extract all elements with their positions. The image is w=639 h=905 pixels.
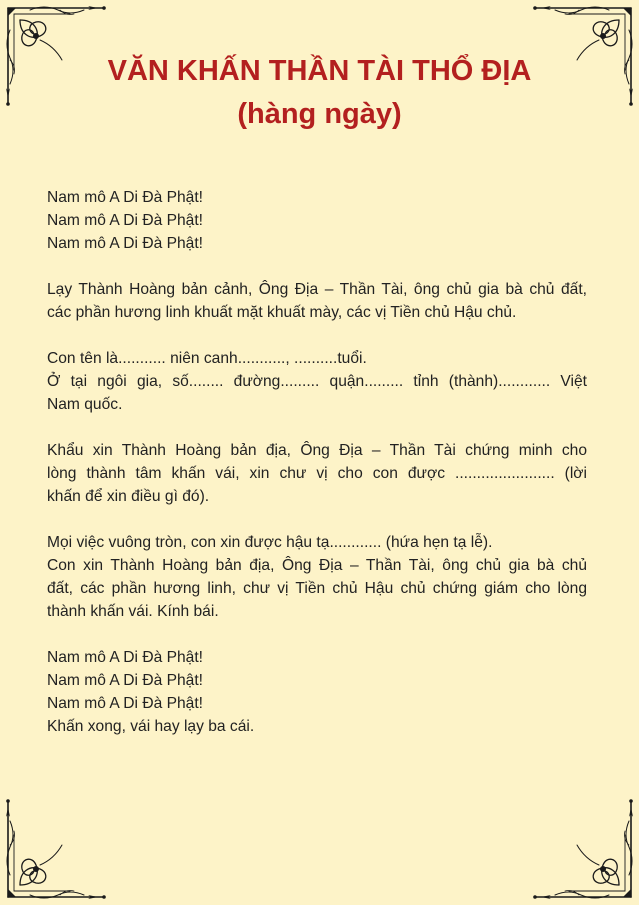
- text-line: Lạy Thành Hoàng bản cảnh, Ông Địa – Thần Tài, ông chủ gia bà chủ đất,: [47, 281, 587, 298]
- text-line: Nam mô A Di Đà Phật!: [47, 235, 203, 252]
- paragraph-invocation: [47, 278, 587, 324]
- text-line: Nam mô A Di Đà Phật!: [47, 695, 203, 712]
- text-line: lòng thành tâm khấn vái, xin chư vị cho con được ....................... (lời: [47, 465, 587, 482]
- prayer-text: [47, 186, 587, 761]
- paragraph-gratitude: [47, 531, 587, 623]
- text-line: Khấn xong, vái hay lạy ba cái.: [47, 718, 255, 735]
- text-line: Con tên là........... niên canh..........., ..........tuổi.: [47, 350, 367, 367]
- text-line: Mọi việc vuông tròn, con xin được hậu tạ............ (hứa hẹn tạ lễ).: [47, 534, 493, 551]
- text-line: Nam mô A Di Đà Phật!: [47, 672, 203, 689]
- text-line: Con xin Thành Hoàng bản địa, Ông Địa – Thần Tài, ông chủ gia bà chủ: [47, 557, 587, 574]
- text-line: đất, các phần hương linh, chư vị Tiền chủ Hậu chủ chứng giám cho lòng: [47, 580, 587, 597]
- title-line-1: VĂN KHẤN THẦN TÀI THỔ ĐỊA: [107, 55, 532, 87]
- text-line: Nam quốc.: [47, 396, 123, 413]
- text-line: Nam mô A Di Đà Phật!: [47, 649, 203, 666]
- ornamental-corner-bottom-left-icon: [0, 793, 112, 905]
- page-title: [0, 50, 639, 136]
- text-line: khấn để xin điều gì đó).: [47, 488, 210, 505]
- ornamental-corner-bottom-right-icon: [527, 793, 639, 905]
- text-line: Khẩu xin Thành Hoàng bản địa, Ông Địa – Thần Tài chứng minh cho: [47, 442, 587, 459]
- text-line: thành khấn vái. Kính bái.: [47, 603, 219, 620]
- paragraph-opening-chant: [47, 186, 587, 255]
- paragraph-request: [47, 439, 587, 508]
- paragraph-identity: [47, 347, 587, 416]
- text-line: Nam mô A Di Đà Phật!: [47, 212, 203, 229]
- text-line: Ở tại ngôi gia, số........ đường......... quận......... tỉnh (thành)............ Việt: [47, 373, 587, 390]
- title-line-2: (hàng ngày): [237, 98, 402, 130]
- text-line: các phần hương linh khuất mặt khuất mày, các vị Tiền chủ Hậu chủ.: [47, 304, 517, 321]
- text-line: Nam mô A Di Đà Phật!: [47, 189, 203, 206]
- paragraph-closing-chant: [47, 646, 587, 738]
